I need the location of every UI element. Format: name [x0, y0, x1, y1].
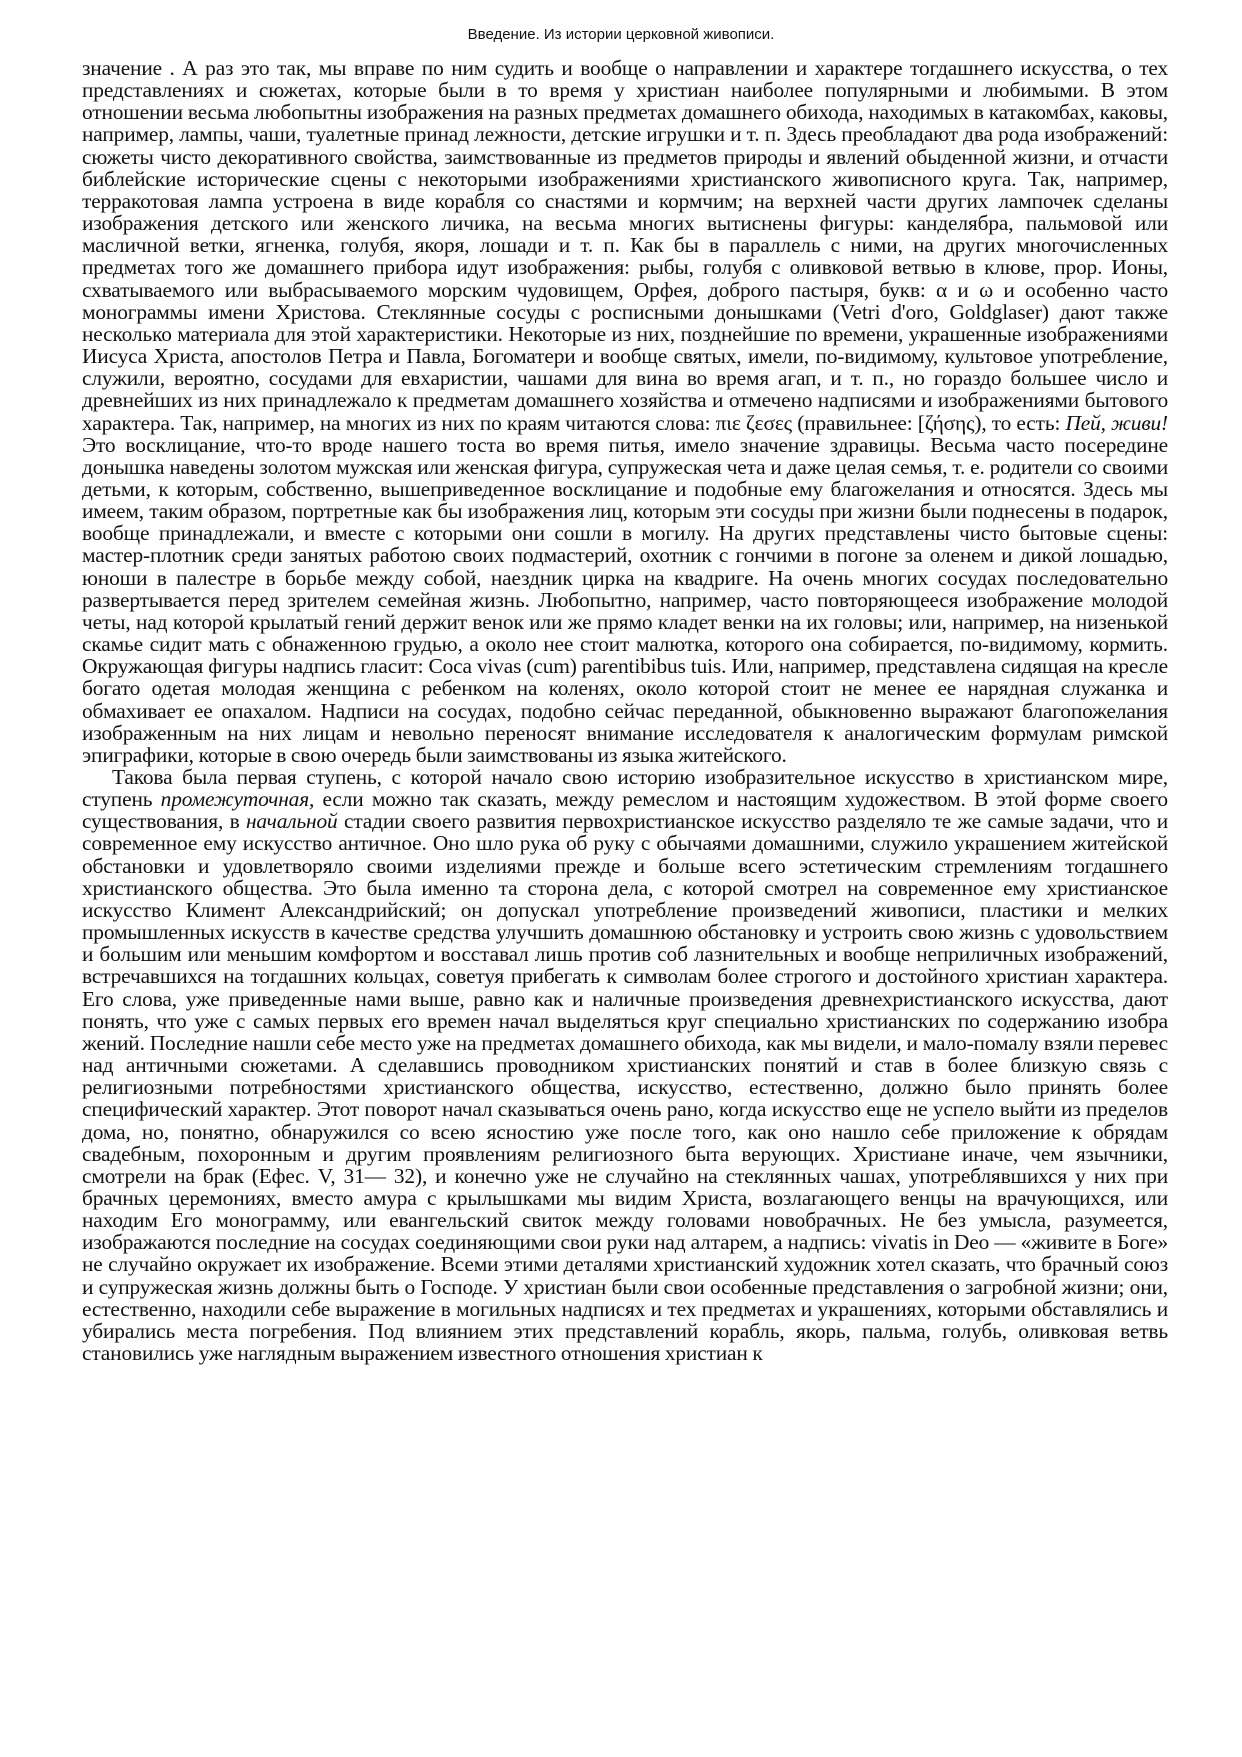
text-segment: Такова была первая ступень, с которой начало свою историю изобразительное искусство в христианском мире, ступень: [82, 765, 1168, 812]
paragraph-1: [82, 57, 1168, 766]
text-segment: если можно так сказать, между ремеслом и настоящим художеством. В этой форме своего существования, в: [82, 787, 1168, 834]
text-segment: Это восклицание, что-то вроде нашего тоста во время питья, имело значение здравицы. Весьма часто посередине донышка наведены золотом мужская или женская фигура, супружеская чета и даже целая семья, т. е. родители со своими детьми, к которым, собственно, вышеприведенное восклицание и подобные ему благожелания и относятся. Здесь мы имеем, таким образом, портретные как бы изображения лиц, которым эти сосуды при жизни были поднесены в подарок, вообще принадлежали, и вместе с которыми они сошли в могилу. На других представлены чисто бытовые сцены: мастер-плотник среди занятых работою своих подмастерий, охотник с гончими в погоне за оленем и дикой лошадью, юноши в палестре в борьбе между собой, наездник цирка на квадриге. На очень многих сосудах последовательно развертывается перед зрителем семейная жизнь. Любопытно, например, часто повторяющееся изображение молодой четы, над которой крылатый гений держит венок или же прямо кладет венки на их головы; или, например, на низенькой скамье сидит мать с обнаженною грудью, а около нее стоит малютка, которого она собирается, по-видимому, кормить. Окружающая фигуры надпись гласит: Coca vivas (cum) parentibibus tuis. Или, например, представлена сидящая на кресле богато одетая молодая женщина с ребенком на коленях, около которой стоит не менее ее нарядная служанка и обмахивает ее опахалом. Надписи на сосудах, подобно сейчас переданной, обыкновенно выражают благопожелания изображенным на них лицам и невольно переносят внимание исследователя к аналогическим формулам римской эпиграфики, которые в свою очередь были заимствованы из языка житейского.: [82, 432, 1168, 767]
text-segment-italic: Пей, живи!: [1065, 410, 1168, 435]
text-segment: значение . А раз это так, мы вправе по ним судить и вообще о направлении и характере тогдашнего искусства, о тех представлениях и сюжетах, которые были в то время у христиан наиболее популярными и любимыми. В этом отношении весьма любопытны изображения на разных предметах домашнего обихода, находимых в катакомбах, каковы, например, лампы, чаши, туалетные принад лежности, детские игрушки и т. п. Здесь преобладают два рода изображений: сюжеты чисто декоративного свойства, заимствованные из предметов природы и явлений обыденной жизни, и отчасти библейские исторические сцены с некоторыми изображениями христианского живописного круга. Так, например, терракотовая лампа устроена в виде корабля со снастями и кормчим; на верхней части других лампочек сделаны изображения детского или женского личика, на весьма многих вытиснены фигуры: канделябра, пальмовой или масличной ветки, ягненка, голубя, якоря, лошади и т. п. Как бы в параллель с ними, на других многочисленных предметах того же домашнего прибора идут изображения: рыбы, голубя с оливковой ветвью в клюве, прор. Ионы, схватываемого или выбрасываемого морским чудовищем, Орфея, доброго пастыря, букв: α и ω и особенно часто монограммы имени Христова. Стеклянные сосуды с росписными донышками (Vetri d'oro, Goldglaser) дают также несколько материала для этой характеристики. Некоторые из них, позднейшие по времени, украшенные изображениями Иисуса Христа, апостолов Петра и Павла, Богоматери и вообще святых, имели, по-видимому, культовое употребление, служили, вероятно, сосудами для евхаристии, чашами для вина во время агап, и т. п., но гораздо большее число и древнейших из них принадлежало к предметам домашнего хозяйства и отмечено надписями и изображениями бытового характера. Так, например, на многих из них по краям читаются слова: πιε ζεσες (правильнее: [ζήσης), то есть:: [82, 56, 1168, 435]
text-segment-italic: промежуточная,: [160, 787, 315, 812]
running-header: Введение. Из истории церковной живописи.: [467, 26, 775, 43]
body-text: [82, 57, 1168, 1364]
paragraph-2: [82, 766, 1168, 1364]
text-segment: стадии своего развития первохристианское искусство разделяло те же самые задачи, что и современное ему искусство античное. Оно шло рука об руку с обычаями домашними, служило украшением житейской обстановки и удовлетворяло своими изделиями прежде и больше всего эстетическим стремлениям тогдашнего христианского общества. Это была именно та сторона дела, с которой смотрел на современное ему христианское искусство Климент Александрийский; он допускал употребление произведений живописи, пластики и мелких промышленных искусств в качестве средства улучшить домашнюю обстановку и устроить свою жизнь с удовольствием и большим или меньшим комфортом и восставал лишь против соб лазнительных и вообще неприличных изображений, встречавшихся на тогдашних кольцах, советуя прибегать к символам более строгого и достойного христиан характера. Его слова, уже приведенные нами выше, равно как и наличные произведения древнехристианского искусства, дают понять, что уже с самых первых его времен начал выделяться круг специально христианских по содержанию изобра жений. Последние нашли себе место уже на предметах домашнего обихода, как мы видели, и мало-помалу взяли перевес над античными сюжетами. А сделавшись проводником христианских понятий и став в более близкую связь с религиозными потребностями христианского общества, искусство, естественно, должно было принять более специфический характер. Этот поворот начал сказываться очень рано, когда искусство еще не успело выйти из пределов дома, но, понятно, обнаружился со всею ясностию уже после того, как оно нашло себе приложение к обрядам свадебным, похоронным и другим проявлениям религиозного быта верующих. Христиане иначе, чем язычники, смотрели на брак (Ефес. V, 31— 32), и конечно уже не случайно на стеклянных чашах, употреблявшихся у них при брачных церемониях, вместо амура с крылышками мы видим Христа, возлагающего венцы на врачующихся, или находим Его монограмму, или евангельский свиток между головами новобрачных. Не без умысла, разумеется, изображаются последние на сосудах соединяющими свои руки над алтарем, а надпись: vivatis in Deo — «живите в Боге» не случайно окружает их изображение. Всеми этими деталями христианский художник хотел сказать, что брачный союз и супружеская жизнь должны быть о Господе. У христиан были свои особенные представления о загробной жизни; они, естественно, находили себе выражение в могильных надписях и тех предметах и украшениях, которыми обставлялись и убирались места погребения. Под влиянием этих представлений корабль, якорь, пальма, голубь, оливковая ветвь становились уже наглядным выражением известного отношения христиан к: [82, 809, 1168, 1366]
text-segment-italic: начальной: [245, 809, 338, 834]
